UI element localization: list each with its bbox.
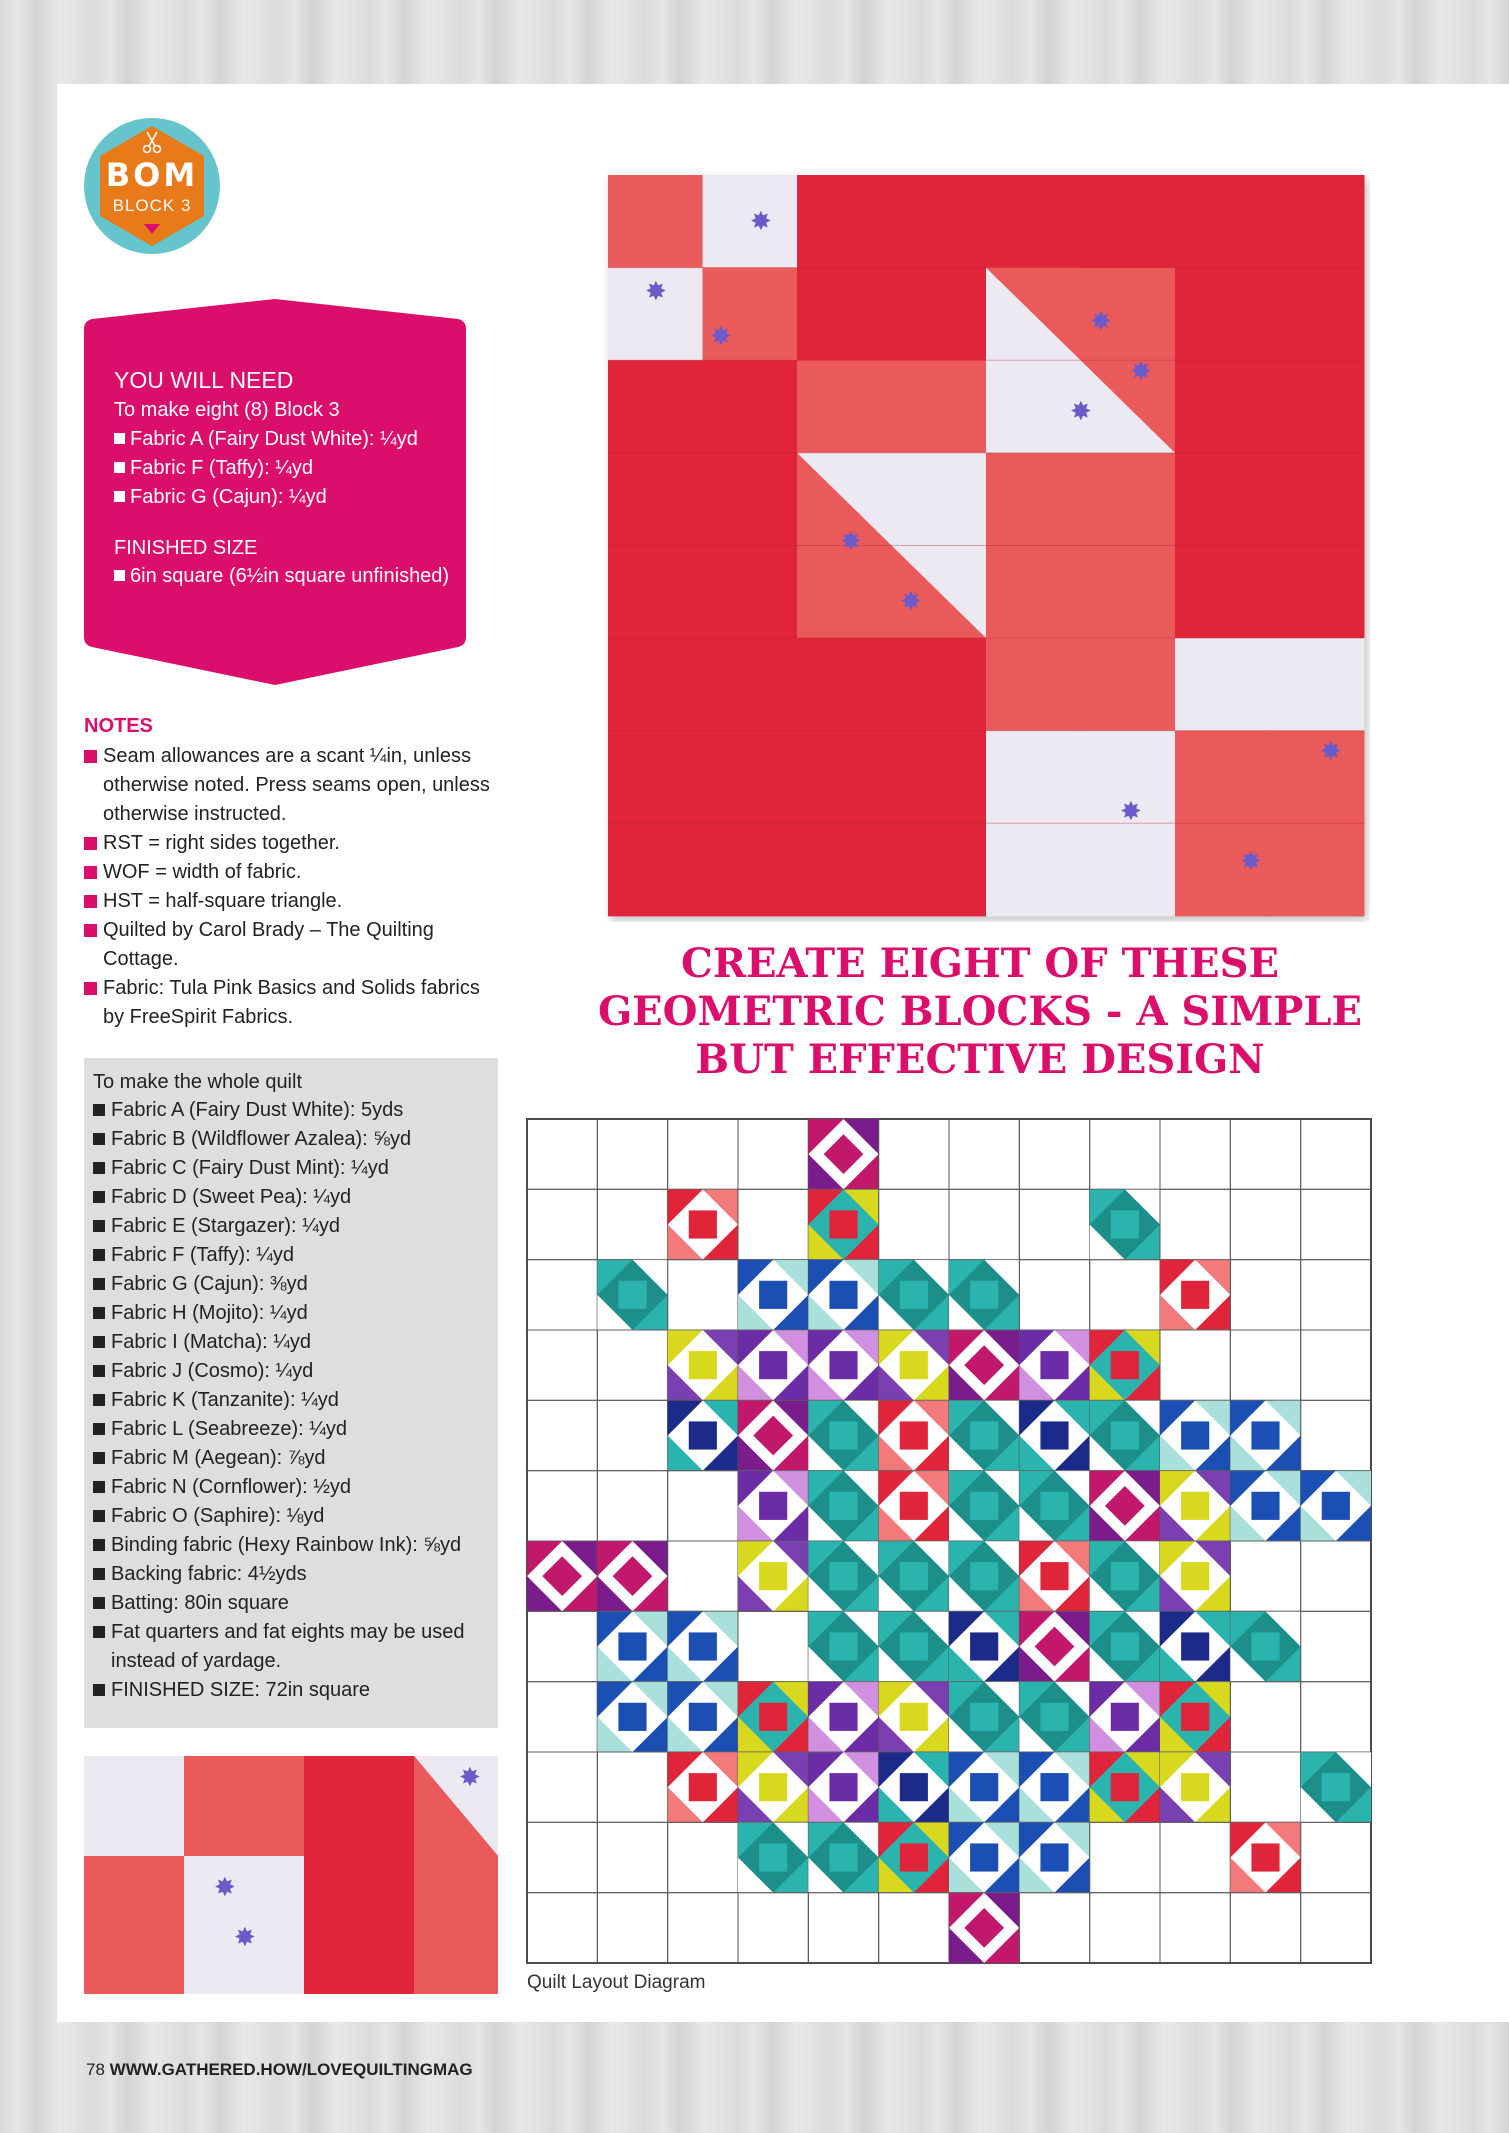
block-center [829, 1773, 857, 1801]
quilt-item: Fabric G (Cajun): ⅜yd [93, 1270, 493, 1299]
fabric-patch [986, 453, 1081, 546]
detail-patch [304, 1756, 404, 1994]
fabric-patch [608, 823, 703, 916]
fabric-patch [986, 823, 1081, 916]
headline-line: BUT EFFECTIVE DESIGN [695, 1036, 1265, 1083]
fabric-patch [986, 638, 1081, 731]
block-center [1040, 1562, 1068, 1590]
detail-patch [414, 1856, 498, 1994]
block-center [759, 1562, 787, 1590]
fabric-patch [1270, 731, 1365, 824]
need-item: Fabric G (Cajun): ¼yd [114, 483, 454, 512]
block-center [1322, 1492, 1350, 1520]
fabric-patch [608, 731, 703, 824]
fabric-patch [892, 823, 987, 916]
quilt-item: Fabric M (Aegean): ⅞yd [93, 1444, 493, 1473]
fabric-patch [1175, 268, 1270, 361]
fabric-patch [1081, 175, 1176, 268]
finished-size-item: 6in square (6½in square unfinished) [114, 562, 454, 591]
star-print: ✸ [214, 1873, 236, 1903]
bom-badge [82, 116, 222, 256]
block-center [689, 1351, 717, 1379]
diagram-caption: Quilt Layout Diagram [527, 1972, 706, 1993]
block-center [970, 1562, 998, 1590]
note-item: Quilted by Carol Brady – The Quilting Cottage. [84, 916, 504, 974]
block-center [970, 1421, 998, 1449]
block-center [970, 1703, 998, 1731]
block-center [1040, 1703, 1068, 1731]
quilt-item: Fat quarters and fat eights may be used instead of yardage. [93, 1618, 493, 1676]
you-will-need-title: YOU WILL NEED [114, 367, 294, 393]
block-center [900, 1703, 928, 1731]
fabric-patch [797, 638, 892, 731]
block-center [618, 1703, 646, 1731]
quilt-item: Fabric A (Fairy Dust White): 5yds [93, 1096, 493, 1125]
whole-quilt-title: To make the whole quilt [93, 1071, 303, 1093]
block-center [1040, 1492, 1068, 1520]
fabric-patch [1270, 268, 1365, 361]
fabric-patch [1175, 731, 1270, 824]
detail-patch [84, 1756, 184, 1856]
quilt-item: Fabric F (Taffy): ¼yd [93, 1241, 493, 1270]
fabric-patch [703, 731, 798, 824]
fabric-patch [892, 175, 987, 268]
quilt-item: Fabric C (Fairy Dust Mint): ¼yd [93, 1154, 493, 1183]
fabric-patch [986, 731, 1081, 824]
note-item: Seam allowances are a scant ¼in, unless otherwise noted. Press seams open, unless otherwise instructed. [84, 742, 504, 829]
fabric-patch [1270, 545, 1365, 638]
block-3-photo [600, 170, 1370, 922]
fabric-patch [608, 360, 703, 453]
quilt-item: Fabric N (Cornflower): ½yd [93, 1473, 493, 1502]
block-center [1251, 1632, 1279, 1660]
fabric-patch [1270, 453, 1365, 546]
note-item: HST = half-square triangle. [84, 887, 504, 916]
fabric-patch [1270, 175, 1365, 268]
quilt-item: Fabric K (Tanzanite): ¼yd [93, 1386, 493, 1415]
star-print: ✸ [1120, 797, 1142, 827]
block-center [1040, 1421, 1068, 1449]
badge-bom-label: BOM [105, 156, 199, 194]
fabric-patch [892, 731, 987, 824]
block-center [829, 1632, 857, 1660]
block-center [759, 1703, 787, 1731]
footer-url: WWW.GATHERED.HOW/LOVEQUILTINGMAG [109, 2060, 473, 2079]
star-print: ✸ [1070, 397, 1092, 427]
block-center [689, 1773, 717, 1801]
fabric-patch [1175, 453, 1270, 546]
block-center [829, 1210, 857, 1238]
fabric-patch [797, 360, 892, 453]
star-print: ✸ [459, 1763, 481, 1793]
block-center [900, 1492, 928, 1520]
star-print: ✸ [1240, 847, 1262, 877]
block-center [1111, 1562, 1139, 1590]
block-center [970, 1492, 998, 1520]
block-center [970, 1281, 998, 1309]
scissors-icon [142, 130, 162, 154]
fabric-patch [1175, 638, 1270, 731]
detail-patch [184, 1756, 304, 1856]
quilt-item: Fabric L (Seabreeze): ¼yd [93, 1415, 493, 1444]
block-center [829, 1281, 857, 1309]
fabric-patch [797, 731, 892, 824]
quilt-item: Fabric H (Mojito): ¼yd [93, 1299, 493, 1328]
fabric-patch [1081, 638, 1176, 731]
note-item: Fabric: Tula Pink Basics and Solids fabrics by FreeSpirit Fabrics. [84, 974, 504, 1032]
finished-size-title: FINISHED SIZE [114, 537, 258, 559]
page-headline [540, 940, 1420, 1084]
block-center [759, 1351, 787, 1379]
quilt-item: Fabric E (Stargazer): ¼yd [93, 1212, 493, 1241]
fabric-patch [892, 268, 987, 361]
block-center [900, 1632, 928, 1660]
block-center [900, 1562, 928, 1590]
block-center [759, 1773, 787, 1801]
block-center [900, 1843, 928, 1871]
block-center [1111, 1210, 1139, 1238]
block-center [1040, 1843, 1068, 1871]
fabric-patch [608, 453, 703, 546]
quilt-item: Batting: 80in square [93, 1589, 493, 1618]
fabric-patch [797, 823, 892, 916]
block-detail-photo [84, 1756, 498, 1994]
fabric-patch [986, 175, 1081, 268]
fabric-patch [1270, 638, 1365, 731]
block-center [1181, 1773, 1209, 1801]
block-center [900, 1281, 928, 1309]
star-print: ✸ [1090, 307, 1112, 337]
fabric-patch [1175, 175, 1270, 268]
block-center [1251, 1843, 1279, 1871]
block-center [900, 1421, 928, 1449]
block-center [1111, 1351, 1139, 1379]
block-center [1111, 1421, 1139, 1449]
block-center [970, 1843, 998, 1871]
block-center [1111, 1773, 1139, 1801]
block-center [900, 1351, 928, 1379]
quilt-layout-diagram [526, 1118, 1372, 1964]
quilt-item: Fabric B (Wildflower Azalea): ⅝yd [93, 1125, 493, 1154]
fabric-patch [703, 545, 798, 638]
note-item: RST = right sides together. [84, 829, 504, 858]
star-print: ✸ [645, 277, 667, 307]
block-center [1111, 1632, 1139, 1660]
block-center [1181, 1562, 1209, 1590]
need-item: Fabric F (Taffy): ¼yd [114, 454, 454, 483]
you-will-need-intro: To make eight (8) Block 3 [114, 399, 340, 421]
quilt-item: Fabric J (Cosmo): ¼yd [93, 1357, 493, 1386]
fabric-patch [1175, 360, 1270, 453]
star-print: ✸ [1130, 357, 1152, 387]
quilt-item: Fabric D (Sweet Pea): ¼yd [93, 1183, 493, 1212]
block-center [829, 1562, 857, 1590]
quilt-item: Fabric I (Matcha): ¼yd [93, 1328, 493, 1357]
block-center [1181, 1632, 1209, 1660]
block-center [689, 1421, 717, 1449]
fabric-patch [892, 360, 987, 453]
fabric-patch [1081, 823, 1176, 916]
note-item: WOF = width of fabric. [84, 858, 504, 887]
fabric-patch [797, 175, 892, 268]
star-print: ✸ [1320, 737, 1342, 767]
fabric-patch [1270, 823, 1365, 916]
block-center [759, 1281, 787, 1309]
block-center [1181, 1492, 1209, 1520]
block-center [1040, 1773, 1068, 1801]
block-center [1111, 1703, 1139, 1731]
block-center [970, 1632, 998, 1660]
block-center [618, 1281, 646, 1309]
quilt-item: Backing fabric: 4½yds [93, 1560, 493, 1589]
block-center [1251, 1492, 1279, 1520]
fabric-patch [608, 545, 703, 638]
block-center [1181, 1281, 1209, 1309]
block-center [900, 1773, 928, 1801]
star-print: ✸ [750, 207, 772, 237]
fabric-patch [608, 638, 703, 731]
quilt-item: FINISHED SIZE: 72in square [93, 1676, 493, 1705]
notes-title: NOTES [84, 715, 153, 737]
block-center [689, 1632, 717, 1660]
fabric-patch [1081, 453, 1176, 546]
fabric-patch [986, 545, 1081, 638]
block-center [829, 1421, 857, 1449]
headline-line: GEOMETRIC BLOCKS - A SIMPLE [598, 988, 1362, 1035]
block-center [1251, 1421, 1279, 1449]
need-item: Fabric A (Fairy Dust White): ¼yd [114, 425, 454, 454]
you-will-need-content [114, 366, 454, 591]
whole-quilt-panel [84, 1058, 498, 1728]
fabric-patch [1175, 545, 1270, 638]
page-number: 78 [86, 2060, 105, 2079]
page-footer [86, 2060, 473, 2080]
block-center [759, 1843, 787, 1871]
fabric-patch [608, 175, 703, 268]
block-center [618, 1632, 646, 1660]
star-print: ✸ [840, 527, 862, 557]
star-print: ✸ [234, 1923, 256, 1953]
block-center [689, 1210, 717, 1238]
block-center [829, 1843, 857, 1871]
badge-block-label: BLOCK 3 [112, 196, 192, 215]
fabric-patch [703, 638, 798, 731]
fabric-patch [892, 638, 987, 731]
block-center [759, 1492, 787, 1520]
block-center [1322, 1773, 1350, 1801]
block-center [970, 1773, 998, 1801]
fabric-patch [703, 360, 798, 453]
block-center [689, 1703, 717, 1731]
block-center [1181, 1703, 1209, 1731]
notes-section [84, 715, 504, 1032]
headline-line: CREATE EIGHT OF THESE [680, 940, 1280, 987]
fabric-patch [703, 453, 798, 546]
detail-patch [84, 1856, 184, 1994]
fabric-patch [797, 268, 892, 361]
block-center [829, 1492, 857, 1520]
block-center [829, 1703, 857, 1731]
block-center [1040, 1351, 1068, 1379]
quilt-item: Binding fabric (Hexy Rainbow Ink): ⅝yd [93, 1531, 493, 1560]
star-print: ✸ [900, 587, 922, 617]
star-print: ✸ [710, 322, 732, 352]
block-center [829, 1351, 857, 1379]
fabric-patch [1081, 545, 1176, 638]
quilt-item: Fabric O (Saphire): ⅛yd [93, 1502, 493, 1531]
fabric-patch [1270, 360, 1365, 453]
fabric-patch [703, 823, 798, 916]
block-center [1181, 1421, 1209, 1449]
